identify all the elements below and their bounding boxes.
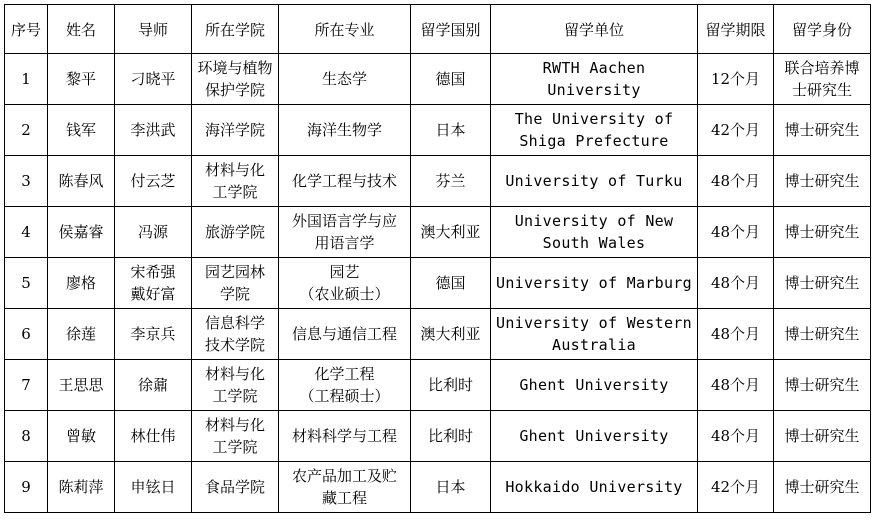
cell-country: 德国 [411, 258, 491, 309]
cell-duration: 48个月 [698, 156, 774, 207]
cell-advisor: 冯源 [115, 207, 192, 258]
header-major: 所在专业 [279, 5, 411, 54]
cell-institution: University of Marburg [491, 258, 698, 309]
cell-institution: Hokkaido University [491, 462, 698, 513]
cell-duration: 12个月 [698, 54, 774, 105]
cell-status: 博士研究生 [774, 309, 871, 360]
cell-institution: University of New South Wales [491, 207, 698, 258]
table-row [5, 156, 871, 207]
cell-advisor: 付云芝 [115, 156, 192, 207]
cell-advisor: 林仕伟 [115, 411, 192, 462]
cell-advisor: 宋希强 戴好富 [115, 258, 192, 309]
cell-duration: 48个月 [698, 411, 774, 462]
cell-advisor: 徐鼐 [115, 360, 192, 411]
cell-name: 黎平 [48, 54, 115, 105]
cell-no: 8 [5, 411, 48, 462]
study-abroad-table [4, 4, 871, 513]
cell-advisor: 申铉日 [115, 462, 192, 513]
cell-status: 博士研究生 [774, 207, 871, 258]
header-college: 所在学院 [192, 5, 279, 54]
cell-major: 信息与通信工程 [279, 309, 411, 360]
table-row [5, 411, 871, 462]
cell-major: 化学工程 （工程硕士） [279, 360, 411, 411]
cell-name: 徐莲 [48, 309, 115, 360]
cell-institution: Ghent University [491, 360, 698, 411]
cell-college: 信息科学 技术学院 [192, 309, 279, 360]
cell-status: 联合培养博 士研究生 [774, 54, 871, 105]
header-advisor: 导师 [115, 5, 192, 54]
cell-no: 1 [5, 54, 48, 105]
cell-no: 4 [5, 207, 48, 258]
cell-country: 日本 [411, 105, 491, 156]
cell-country: 德国 [411, 54, 491, 105]
cell-name: 廖格 [48, 258, 115, 309]
cell-country: 比利时 [411, 360, 491, 411]
header-no: 序号 [5, 5, 48, 54]
cell-name: 钱军 [48, 105, 115, 156]
cell-duration: 48个月 [698, 360, 774, 411]
cell-no: 7 [5, 360, 48, 411]
cell-college: 园艺园林 学院 [192, 258, 279, 309]
cell-status: 博士研究生 [774, 156, 871, 207]
cell-advisor: 刁晓平 [115, 54, 192, 105]
cell-institution: Ghent University [491, 411, 698, 462]
cell-name: 曾敏 [48, 411, 115, 462]
cell-no: 5 [5, 258, 48, 309]
cell-no: 9 [5, 462, 48, 513]
cell-institution: RWTH Aachen University [491, 54, 698, 105]
cell-country: 日本 [411, 462, 491, 513]
cell-institution: University of Western Australia [491, 309, 698, 360]
cell-advisor: 李京兵 [115, 309, 192, 360]
cell-college: 材料与化 工学院 [192, 156, 279, 207]
cell-major: 外国语言学与应 用语言学 [279, 207, 411, 258]
cell-college: 旅游学院 [192, 207, 279, 258]
cell-status: 博士研究生 [774, 360, 871, 411]
cell-college: 材料与化 工学院 [192, 411, 279, 462]
cell-status: 博士研究生 [774, 105, 871, 156]
cell-name: 王思思 [48, 360, 115, 411]
cell-duration: 48个月 [698, 258, 774, 309]
cell-major: 园艺 （农业硕士） [279, 258, 411, 309]
table-row [5, 258, 871, 309]
cell-no: 6 [5, 309, 48, 360]
cell-college: 海洋学院 [192, 105, 279, 156]
cell-status: 博士研究生 [774, 411, 871, 462]
cell-major: 生态学 [279, 54, 411, 105]
cell-major: 海洋生物学 [279, 105, 411, 156]
header-country: 留学国别 [411, 5, 491, 54]
table-row [5, 105, 871, 156]
table-row [5, 309, 871, 360]
header-status: 留学身份 [774, 5, 871, 54]
table-body [5, 54, 871, 513]
cell-no: 2 [5, 105, 48, 156]
cell-college: 食品学院 [192, 462, 279, 513]
cell-college: 材料与化 工学院 [192, 360, 279, 411]
cell-duration: 42个月 [698, 462, 774, 513]
header-duration: 留学期限 [698, 5, 774, 54]
cell-country: 芬兰 [411, 156, 491, 207]
table-row [5, 462, 871, 513]
table-row [5, 54, 871, 105]
cell-status: 博士研究生 [774, 258, 871, 309]
cell-no: 3 [5, 156, 48, 207]
cell-major: 化学工程与技术 [279, 156, 411, 207]
cell-institution: University of Turku [491, 156, 698, 207]
cell-major: 材料科学与工程 [279, 411, 411, 462]
cell-duration: 42个月 [698, 105, 774, 156]
cell-country: 比利时 [411, 411, 491, 462]
cell-advisor: 李洪武 [115, 105, 192, 156]
cell-status: 博士研究生 [774, 462, 871, 513]
cell-institution: The University of Shiga Prefecture [491, 105, 698, 156]
cell-name: 陈莉萍 [48, 462, 115, 513]
header-name: 姓名 [48, 5, 115, 54]
header-row [5, 5, 871, 54]
cell-duration: 48个月 [698, 207, 774, 258]
table-row [5, 360, 871, 411]
cell-name: 陈春风 [48, 156, 115, 207]
cell-name: 侯嘉睿 [48, 207, 115, 258]
cell-country: 澳大利亚 [411, 207, 491, 258]
table-row [5, 207, 871, 258]
cell-country: 澳大利亚 [411, 309, 491, 360]
cell-major: 农产品加工及贮 藏工程 [279, 462, 411, 513]
cell-duration: 48个月 [698, 309, 774, 360]
header-institution: 留学单位 [491, 5, 698, 54]
cell-college: 环境与植物 保护学院 [192, 54, 279, 105]
